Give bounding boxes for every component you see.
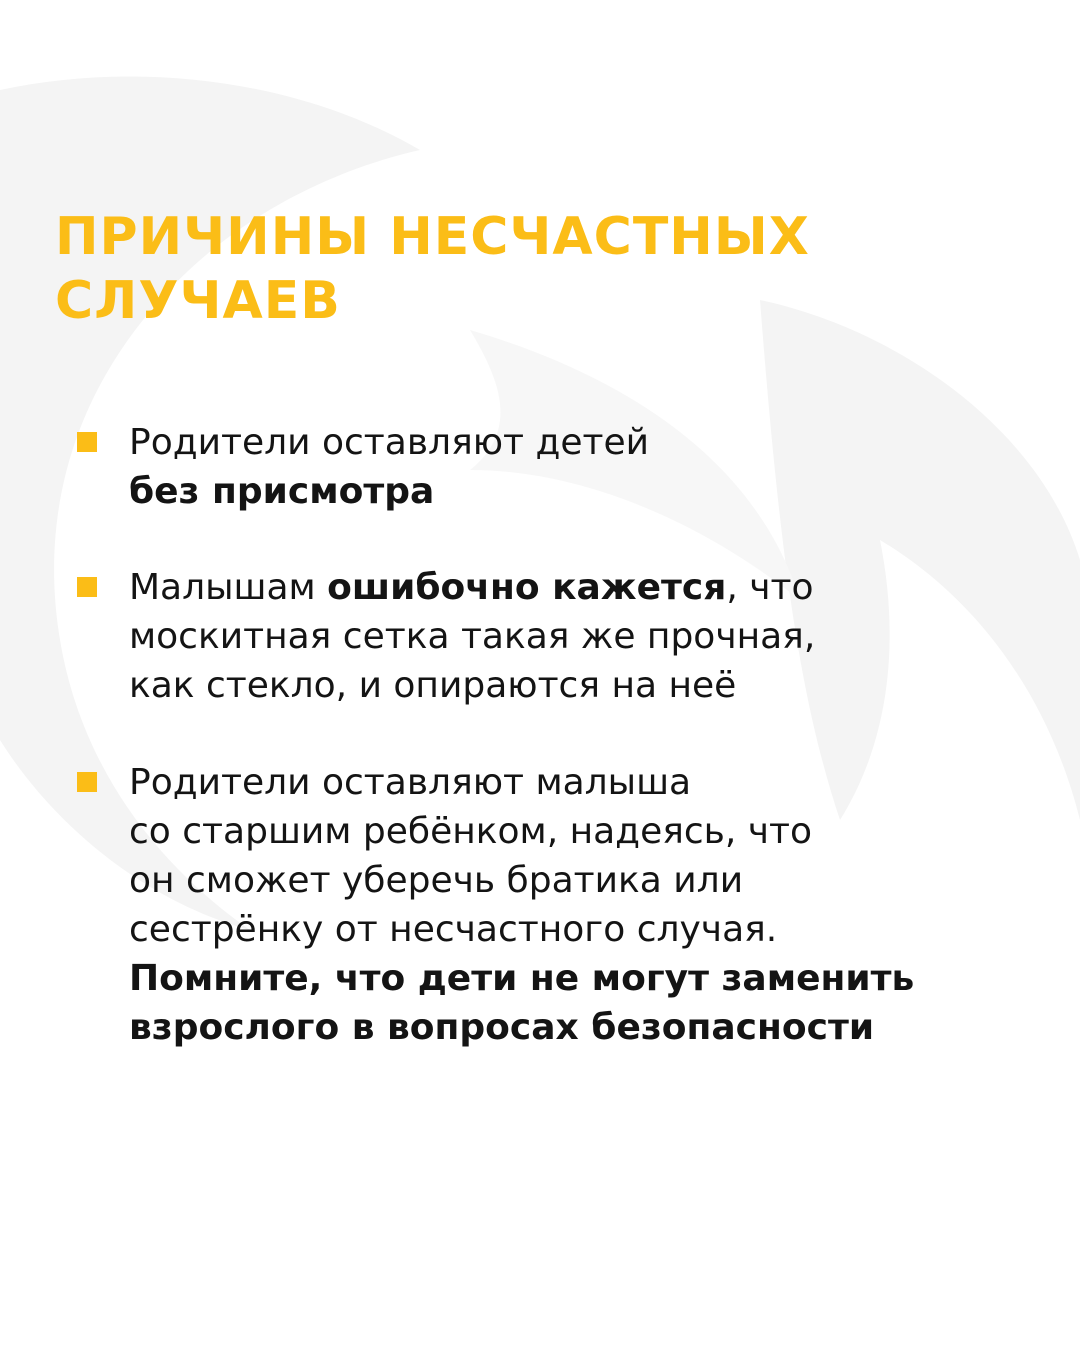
item-2-bold-text: ошибочно кажется	[327, 567, 727, 608]
item-3-line-3: он сможет уберечь братика или	[129, 860, 744, 901]
main-content	[55, 205, 1015, 333]
list-item-text	[129, 758, 1009, 1052]
item-1-bold-text: без присмотра	[129, 471, 435, 512]
item-2-line-1-end: , что	[726, 567, 814, 608]
list-item-text	[129, 418, 1009, 516]
item-1-line-1: Родители оставляют детей	[129, 422, 649, 463]
item-3-line-4: сестрёнку от несчастного случая.	[129, 909, 778, 950]
page-title	[55, 205, 1015, 333]
item-2-line-2: москитная сетка такая же прочная,	[129, 616, 816, 657]
title-line-2: СЛУЧАЕВ	[55, 271, 341, 331]
square-bullet-icon	[77, 432, 97, 452]
item-3-bold-line-6: взрослого в вопросах безопасности	[129, 1007, 875, 1048]
swirl-shape-right	[760, 300, 1080, 820]
square-bullet-icon	[77, 772, 97, 792]
title-line-1: ПРИЧИНЫ НЕСЧАСТНЫХ	[55, 207, 810, 267]
item-3-line-1: Родители оставляют малыша	[129, 762, 692, 803]
item-2-line-1-start: Малышам	[129, 567, 328, 608]
square-bullet-icon	[77, 577, 97, 597]
item-3-bold-line-5: Помните, что дети не могут заменить	[129, 958, 915, 999]
item-2-line-3: как стекло, и опираются на неё	[129, 665, 737, 706]
list-item-text	[129, 563, 1009, 710]
item-3-line-2: со старшим ребёнком, надеясь, что	[129, 811, 813, 852]
